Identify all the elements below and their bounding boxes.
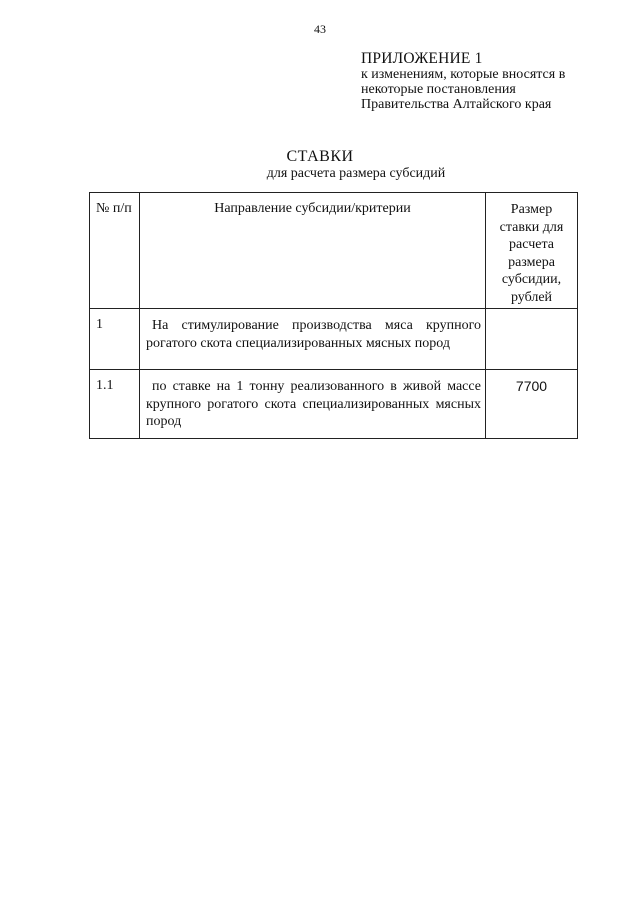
page-number: 43 <box>314 22 326 36</box>
header-rate: Размер ставки для расчета размера субсидии, рублей <box>486 193 578 309</box>
table-row <box>90 370 578 439</box>
table-row <box>90 309 578 370</box>
header-number: № п/п <box>90 193 140 309</box>
rates-table <box>89 192 578 439</box>
table-header-row <box>90 193 578 309</box>
row-number: 1 <box>90 309 140 370</box>
row-value <box>486 309 578 370</box>
appendix-line: к изменениям, которые вносятся в <box>361 67 566 82</box>
row-value: 7700 <box>486 370 578 439</box>
document-title: СТАВКИ <box>286 148 354 165</box>
appendix-line: некоторые постановления <box>361 82 516 97</box>
row-number: 1.1 <box>90 370 140 439</box>
header-direction: Направление субсидии/критерии <box>140 193 486 309</box>
document-subtitle: для расчета размера субсидий <box>266 166 446 181</box>
appendix-line: Правительства Алтайского края <box>361 97 552 112</box>
row-text: по ставке на 1 тонну реализованного в живой массе крупного рогатого скота специализированных мясных пород <box>140 370 486 439</box>
row-text: На стимулирование производства мяса крупного рогатого скота специализированных мясных пород <box>140 309 486 370</box>
appendix-title: ПРИЛОЖЕНИЕ 1 <box>361 50 483 67</box>
appendix-block <box>361 50 631 112</box>
